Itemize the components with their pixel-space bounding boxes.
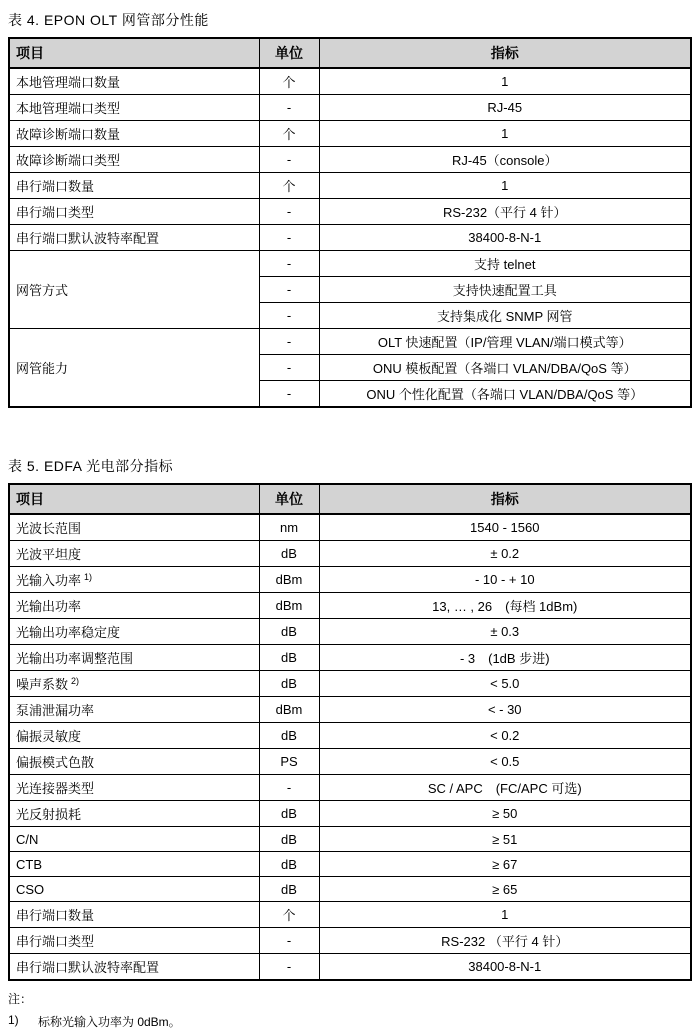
unit-cell: dB xyxy=(259,801,319,827)
table-row xyxy=(9,671,691,697)
unit-cell: nm xyxy=(259,514,319,541)
unit-cell: - xyxy=(259,277,319,303)
value-cell: 1 xyxy=(319,68,691,95)
table-row xyxy=(9,852,691,877)
unit-cell: - xyxy=(259,251,319,277)
unit-cell: dBm xyxy=(259,567,319,593)
value-cell: ONU 个性化配置（各端口 VLAN/DBA/QoS 等） xyxy=(319,381,691,408)
table-row xyxy=(9,225,691,251)
table-row xyxy=(9,801,691,827)
item-cell-nms-capability: 网管能力 xyxy=(9,329,259,408)
item-cell: 光输入功率 $^{1)}$ xyxy=(9,567,259,593)
unit-cell: - xyxy=(259,355,319,381)
value-cell: OLT 快速配置（IP/管理 VLAN/端口模式等） xyxy=(319,329,691,355)
table-row xyxy=(9,902,691,928)
item-cell: 光连接器类型 xyxy=(9,775,259,801)
table-row xyxy=(9,329,691,355)
value-cell: ± 0.2 xyxy=(319,541,691,567)
unit-cell: - xyxy=(259,381,319,408)
item-cell: 串行端口数量 xyxy=(9,173,259,199)
value-cell: ≥ 65 xyxy=(319,877,691,902)
table-row xyxy=(9,877,691,902)
table-row xyxy=(9,593,691,619)
table-row xyxy=(9,827,691,852)
item-cell: 光波平坦度 xyxy=(9,541,259,567)
header-item: 项目 xyxy=(9,38,259,68)
table-row xyxy=(9,121,691,147)
table-row xyxy=(9,95,691,121)
unit-cell: dB xyxy=(259,645,319,671)
item-cell: 串行端口默认波特率配置 xyxy=(9,954,259,981)
value-cell: ≥ 51 xyxy=(319,827,691,852)
unit-cell: dB xyxy=(259,671,319,697)
footnote-marker: 1) xyxy=(8,1013,19,1027)
item-cell-nms-mode: 网管方式 xyxy=(9,251,259,329)
value-cell: 支持集成化 SNMP 网管 xyxy=(319,303,691,329)
table-row xyxy=(9,697,691,723)
footnote-text: 标称光输入功率为 0dBm。 xyxy=(38,1015,181,1029)
value-cell: RJ-45 xyxy=(319,95,691,121)
table-row xyxy=(9,251,691,277)
value-cell: ≥ 50 xyxy=(319,801,691,827)
item-cell: 本地管理端口数量 xyxy=(9,68,259,95)
table-row xyxy=(9,775,691,801)
section-gap xyxy=(8,408,692,454)
value-cell: 1 xyxy=(319,173,691,199)
table-row xyxy=(9,199,691,225)
table-header-row xyxy=(9,38,691,68)
unit-cell: 个 xyxy=(259,68,319,95)
table-row xyxy=(9,749,691,775)
value-cell: ± 0.3 xyxy=(319,619,691,645)
value-cell: < 5.0 xyxy=(319,671,691,697)
value-cell: < - 30 xyxy=(319,697,691,723)
item-cell: 串行端口类型 xyxy=(9,928,259,954)
value-cell: 1540 - 1560 xyxy=(319,514,691,541)
item-cell: 光输出功率调整范围 xyxy=(9,645,259,671)
unit-cell: PS xyxy=(259,749,319,775)
table-row xyxy=(9,173,691,199)
item-cell: 光输出功率 xyxy=(9,593,259,619)
unit-cell: - xyxy=(259,225,319,251)
value-cell: 38400-8-N-1 xyxy=(319,225,691,251)
value-cell: 1 xyxy=(319,902,691,928)
header-unit: 单位 xyxy=(259,484,319,514)
value-cell: - 10 - + 10 xyxy=(319,567,691,593)
footnotes xyxy=(8,990,692,1030)
item-cell: 偏振灵敏度 xyxy=(9,723,259,749)
item-cell: 噪声系数 $^{2)}$ xyxy=(9,671,259,697)
table5-edfa-specs xyxy=(8,483,692,981)
item-cell: 本地管理端口类型 xyxy=(9,95,259,121)
unit-cell: dBm xyxy=(259,593,319,619)
footnotes-label: 注： xyxy=(8,992,33,1006)
footnote-ref-2: 2) xyxy=(71,675,80,686)
table-row xyxy=(9,541,691,567)
item-cell: 偏振模式色散 xyxy=(9,749,259,775)
unit-cell: 个 xyxy=(259,902,319,928)
value-cell: 38400-8-N-1 xyxy=(319,954,691,981)
item-cell: 故障诊断端口类型 xyxy=(9,147,259,173)
unit-cell: - xyxy=(259,928,319,954)
unit-cell: dB xyxy=(259,541,319,567)
table5-title: 表 5. EDFA 光电部分指标 xyxy=(8,458,174,474)
item-cell: 串行端口类型 xyxy=(9,199,259,225)
header-value: 指标 xyxy=(319,484,691,514)
value-cell: 13, … , 26 (每档 1dBm) xyxy=(319,593,691,619)
unit-cell: dB xyxy=(259,827,319,852)
value-cell: RS-232 （平行 4 针） xyxy=(319,928,691,954)
unit-cell: - xyxy=(259,95,319,121)
table-row xyxy=(9,147,691,173)
value-cell: ≥ 67 xyxy=(319,852,691,877)
table-row xyxy=(9,567,691,593)
item-cell: 故障诊断端口数量 xyxy=(9,121,259,147)
table-header-row xyxy=(9,484,691,514)
header-unit: 单位 xyxy=(259,38,319,68)
item-cell: CSO xyxy=(9,877,259,902)
item-cell: CTB xyxy=(9,852,259,877)
value-cell: < 0.2 xyxy=(319,723,691,749)
value-cell: - 3 (1dB 步进) xyxy=(319,645,691,671)
unit-cell: dB xyxy=(259,852,319,877)
item-cell: 光波长范围 xyxy=(9,514,259,541)
unit-cell: 个 xyxy=(259,121,319,147)
unit-cell: - xyxy=(259,954,319,981)
item-cell: C/N xyxy=(9,827,259,852)
unit-cell: dB xyxy=(259,877,319,902)
footnote-item xyxy=(8,1013,692,1030)
unit-cell: - xyxy=(259,147,319,173)
header-value: 指标 xyxy=(319,38,691,68)
unit-cell: 个 xyxy=(259,173,319,199)
table-row xyxy=(9,645,691,671)
unit-cell: - xyxy=(259,329,319,355)
unit-cell: dB xyxy=(259,619,319,645)
table-row xyxy=(9,68,691,95)
item-cell: 串行端口数量 xyxy=(9,902,259,928)
table-row xyxy=(9,619,691,645)
value-cell: < 0.5 xyxy=(319,749,691,775)
unit-cell: dBm xyxy=(259,697,319,723)
item-cell: 光输出功率稳定度 xyxy=(9,619,259,645)
table4-epon-olt-nms xyxy=(8,37,692,408)
table-row xyxy=(9,723,691,749)
value-cell: 1 xyxy=(319,121,691,147)
item-cell: 串行端口默认波特率配置 xyxy=(9,225,259,251)
table-row xyxy=(9,954,691,981)
value-cell: SC / APC (FC/APC 可选) xyxy=(319,775,691,801)
table-row xyxy=(9,928,691,954)
value-cell: 支持快速配置工具 xyxy=(319,277,691,303)
footnote-ref-1: 1) xyxy=(84,571,93,582)
value-cell: RS-232（平行 4 针） xyxy=(319,199,691,225)
value-cell: 支持 telnet xyxy=(319,251,691,277)
table-row xyxy=(9,514,691,541)
item-cell: 泵浦泄漏功率 xyxy=(9,697,259,723)
header-item: 项目 xyxy=(9,484,259,514)
item-cell: 光反射损耗 xyxy=(9,801,259,827)
unit-cell: - xyxy=(259,775,319,801)
unit-cell: - xyxy=(259,199,319,225)
value-cell: ONU 模板配置（各端口 VLAN/DBA/QoS 等） xyxy=(319,355,691,381)
unit-cell: - xyxy=(259,303,319,329)
unit-cell: dB xyxy=(259,723,319,749)
table4-title: 表 4. EPON OLT 网管部分性能 xyxy=(8,12,209,28)
value-cell: RJ-45（console） xyxy=(319,147,691,173)
